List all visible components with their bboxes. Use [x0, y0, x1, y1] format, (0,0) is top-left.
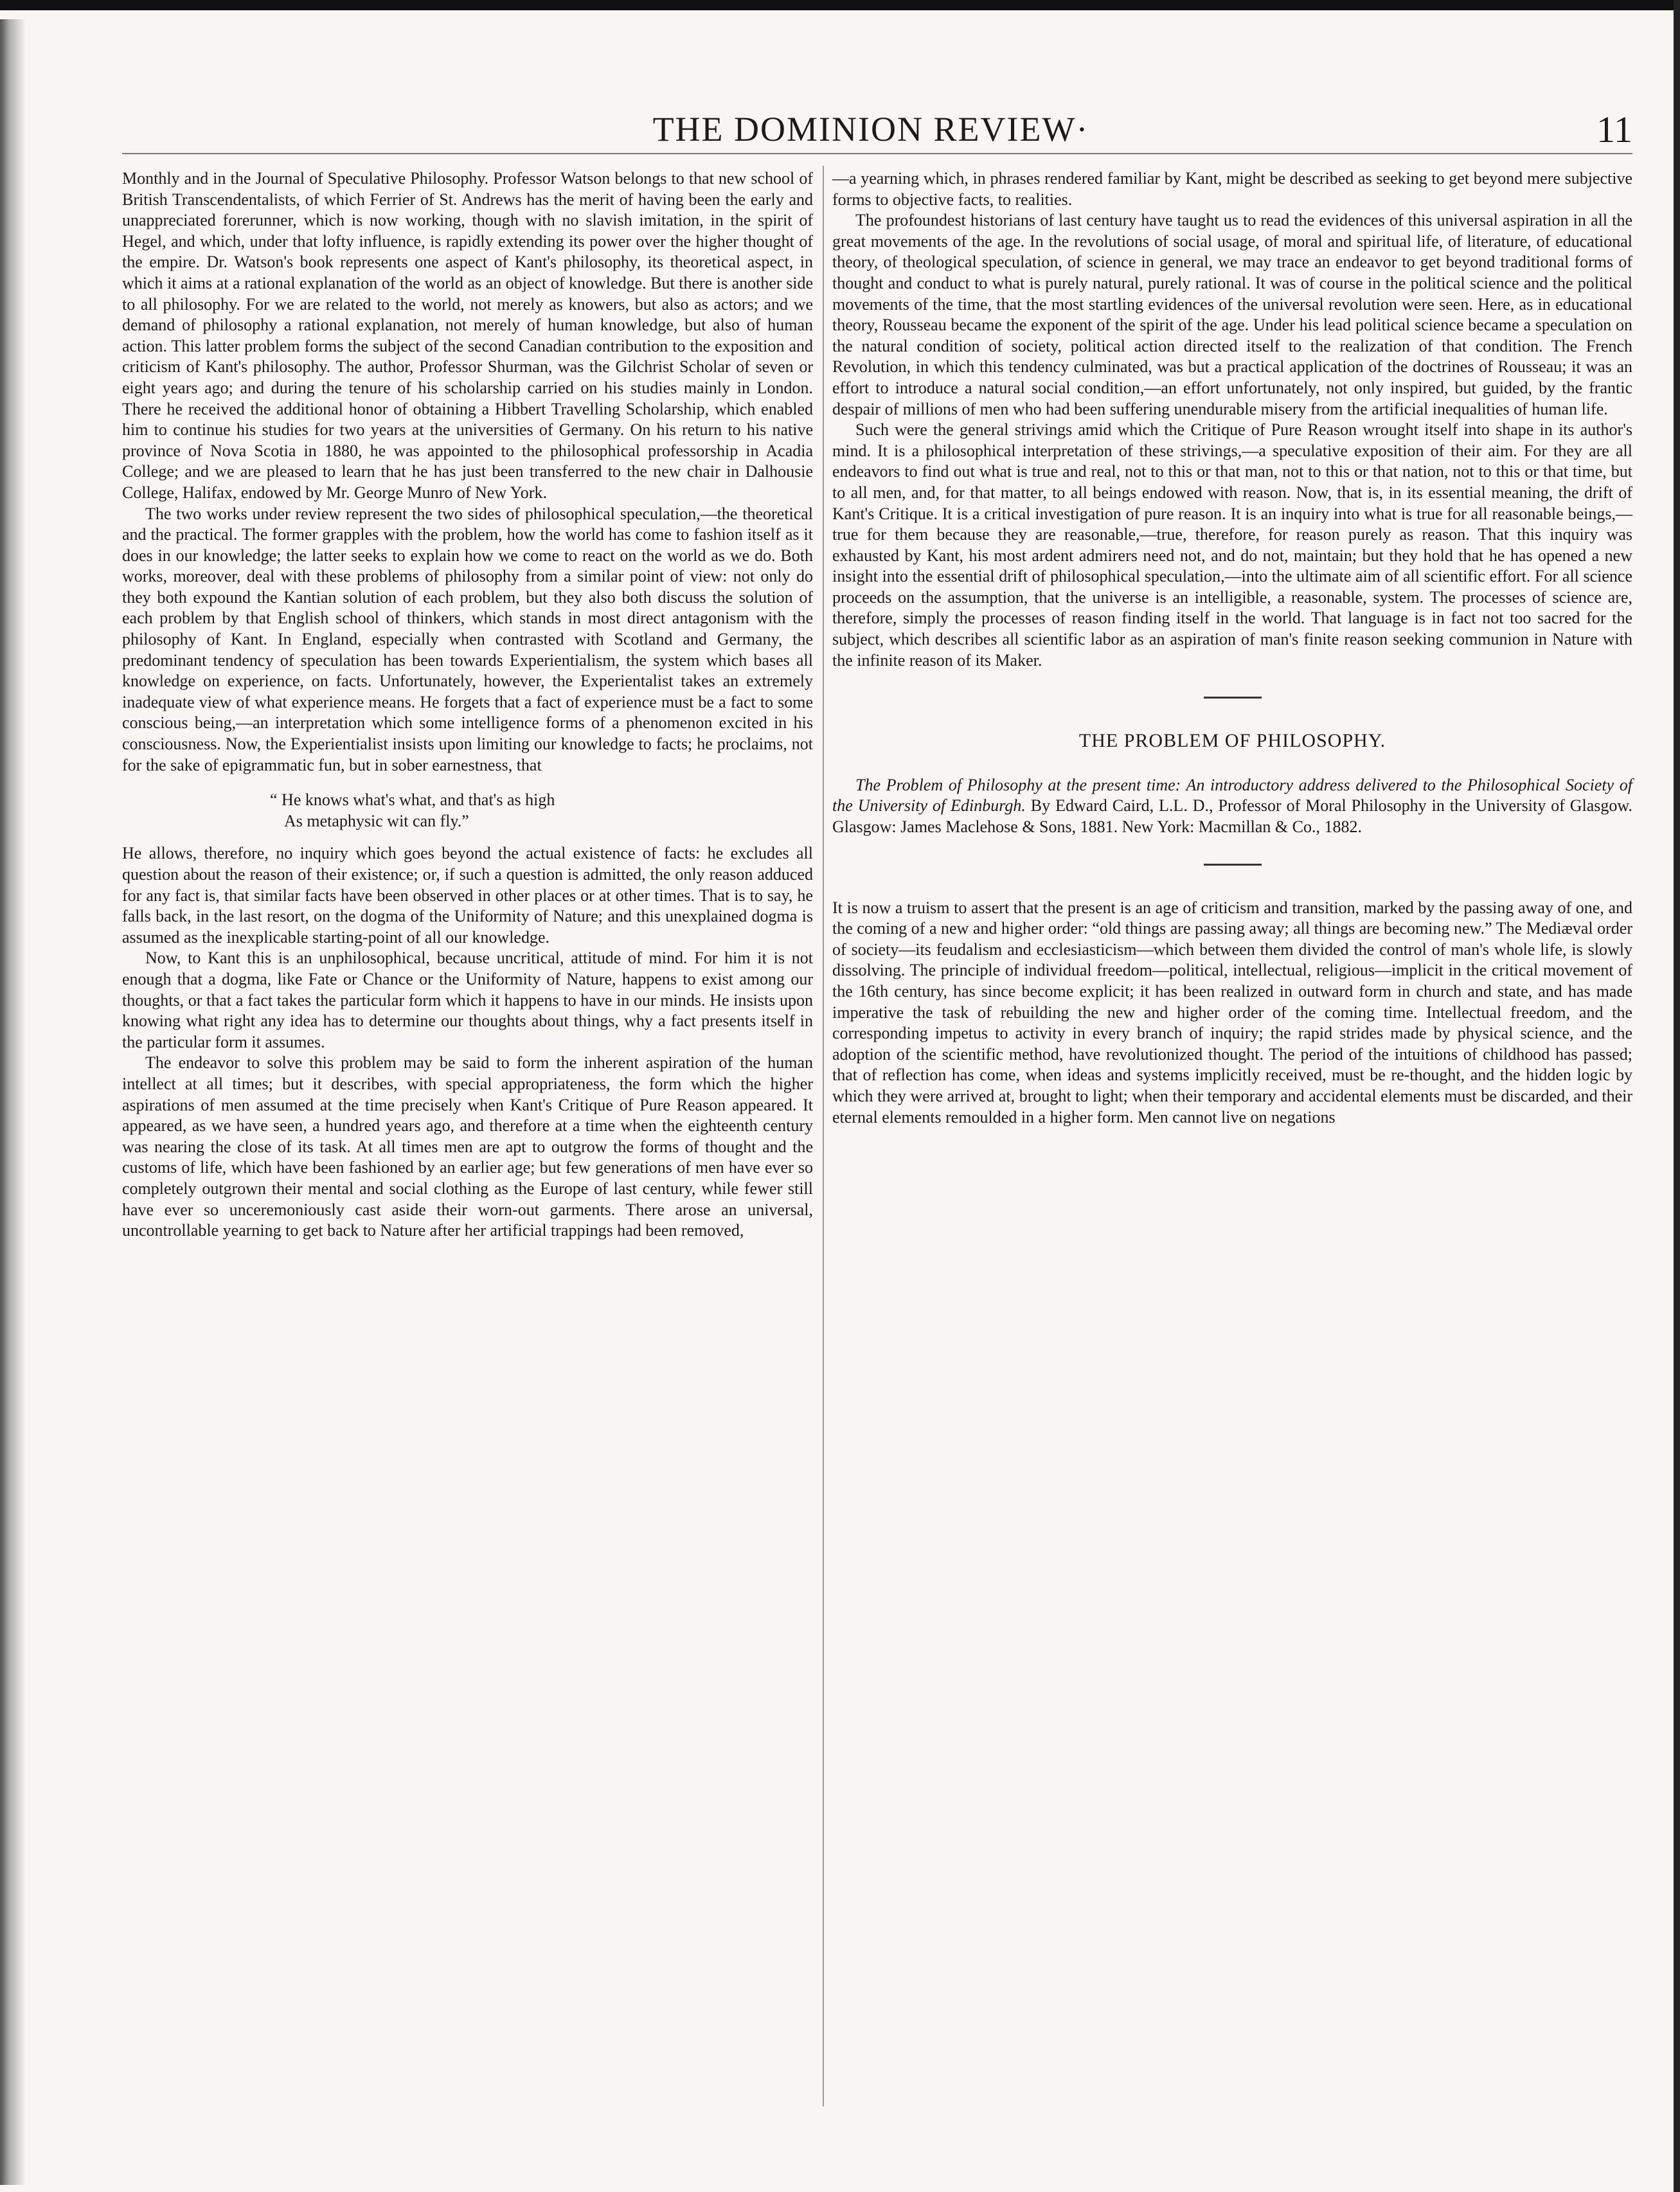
- book-reference-title: The Problem of Philosophy at the present time: An introductory address delivered to the Philosophical Society of the University of Edinburgh.: [832, 775, 1632, 815]
- section-title: THE PROBLEM OF PHILOSOPHY.: [1078, 730, 1386, 752]
- paragraph: Monthly and in the Journal of Speculative Philosophy. Professor Watson belongs to that new school of British Transcendentalists, of which Ferrier of St. Andrews has the merit of having been the early and unappreciated forerunner, which is now working, though with no slavish imitation, in the spirit of Hegel, and which, under that lofty influence, is rapidly extending its power over the higher thought of the empire. Dr. Watson's book represents one aspect of Kant's philosophy, its theoretical aspect, in which it aims at a rational explanation of the world as an object of knowledge. But there is another side to all philosophy. For we are related to the world, not merely as knowers, but also as actors; and we demand of philosophy a rational explanation, not merely of human knowledge, but also of human action. This latter problem forms the subject of the second Canadian contribution to the exposition and criticism of Kant's philosophy. The author, Professor Shurman, was the Gilchrist Scholar of seven or eight years ago; and during the tenure of his scholarship carried on his studies mainly in London. There he received the additional honor of obtaining a Hibbert Travelling Scholarship, which enabled him to continue his studies for two years at the universities of Germany. On his return to his native province of Nova Scotia in 1880, he was appointed to the philosophical professorship in Acadia College; and we are pleased to learn that he has just been transferred to the new chair in Dalhousie College, Halifax, endowed by Mr. George Munro of New York.: [122, 169, 813, 502]
- paragraph: Such were the general strivings amid which the Critique of Pure Reason wrought itself into shape in its author's mind. It is a philosophical interpretation of these strivings,—a speculative exposition of their aim. For they are all endeavors to find out what is true and real, not to this or that man, not to this or that nation, not to this or that time, but to all men, and, for that matter, to all beings endowed with reason. Now, that is, in its essential meaning, the drift of Kant's Critique. It is a critical investigation of pure reason. It is an inquiry into what is true for all reasonable beings,—true for them because they are reasonable,—true, therefore, for reason purely as reason. That this inquiry was exhausted by Kant, his most ardent admirers need not, and do not, maintain; but they hold that he has opened a new insight into the essential drift of philosophical speculation,—into the ultimate aim of all scientific effort. For all science proceeds on the assumption, that the universe is an intelligible, a reasonable, system. The processes of science are, therefore, simply the processes of reason finding itself in the world. That language is in fact not too sacred for the subject, which describes all scientific labor as an aspiration of man's finite reason seeking communion in Nature with the infinite reason of its Maker.: [832, 420, 1632, 670]
- paragraph: Now, to Kant this is an unphilosophical, because uncritical, attitude of mind. For him it is not enough that a dogma, like Fate or Chance or the Uniformity of Nature, happens to exist among our thoughts, or that a fact takes the particular form which it happens to have in our minds. He insists upon knowing what right any idea has to determine our thoughts about things, why a fact presents itself in the particular form it assumes.: [122, 949, 813, 1051]
- paragraph: The profoundest historians of last century have taught us to read the evidences of this universal aspiration in all the great movements of the age. In the revolutions of social usage, of moral and spiritual life, of literature, of educational theory, of theological speculation, of science in general, we may trace an endeavor to get beyond traditional forms of thought and conduct to what is purely natural, purely rational. It was of course in the political science and the political movements of the time, that the most startling evidences of the universal revolution were seen. Here, as in educational theory, Rousseau became the exponent of the spirit of the age. Under his lead political science became a speculation on the natural condition of society, political action directed itself to the realization of that condition. The French Revolution, in which this tendency culminated, was but a practical application of the doctrines of Rousseau; it was an effort to introduce a natural social condition,—an effort unfortunately, not only inspired, but guided, by the frantic despair of millions of men who had been suffering unendurable misery from the artificial inequalities of human life.: [832, 211, 1632, 418]
- book-reference-details: By Edward Caird, L.L. D., Professor of Moral Philosophy in the University of Glasgow. Glasgow: James Maclehose & Sons, 1881. New York: Macmillan & Co., 1882.: [832, 796, 1632, 837]
- header-rule: [122, 153, 1632, 154]
- paragraph: He allows, therefore, no inquiry which goes beyond the actual existence of facts: he excludes all question about the reason of their existence; or, if such a question is admitted, the only reason adduced for any fact is, that similar facts have been observed in other places or at other times. That is to say, he falls back, in the last resort, on the dogma of the Uniformity of Nature; and this unexplained dogma is assumed as the inexplicable starting-point of all our knowledge.: [122, 844, 813, 947]
- section-divider: [1204, 864, 1262, 866]
- book-reference: [832, 775, 1632, 838]
- paragraph: The two works under review represent the two sides of philosophical speculation,—the theoretical and the practical. The former grapples with the problem, how the world has come to fashion itself as it does in our knowledge; the latter seeks to explain how we come to react on the world as we do. Both works, moreover, deal with these problems of philosophy from a similar point of view: not only do they both expound the Kantian solution of each problem, but they also both discuss the solution of each problem by that English school of thinkers, which stands in most direct antagonism with the philosophy of Kant. In England, especially when contrasted with Scotland and Germany, the predominant tendency of speculation has been towards Experientialism, the system which bases all knowledge on experience, on facts. Unfortunately, however, the Experientalist takes an extremely inadequate view of what experience means. He forgets that a fact of experience must be a fact to some conscious being,—an interpretation which some intelligence forms of a phenomenon excited in his consciousness. Now, the Experientialist insists upon limiting our knowledge to facts; he proclaims, not for the sake of epigrammatic fun, but in sober earnestness, that: [122, 504, 813, 774]
- verse-quotation: [122, 790, 813, 832]
- page-number: 11: [1596, 109, 1632, 150]
- top-border-rule: [0, 0, 1680, 10]
- paragraph: It is now a truism to assert that the present is an age of criticism and transition, marked by the passing away of one, and the coming of a new and higher order: “old things are passing away; all things are becoming new.” The Mediæval order of society—its feudalism and ecclesiasticism—which between them divided the control of man's whole life, is slowly dissolving. The principle of individual freedom—political, intellectual, religious—implicit in the critical movement of the 16th century, has since become explicit; it has been realized in outward form in church and state, and has made imperative the task of rebuilding the new and higher order of the coming time. Intellectual freedom, and the corresponding impetus to activity in every branch of inquiry; the rapid strides made by physical science, and the adoption of the scientific method, have revolutionized thought. The period of the intuitions of childhood has passed; that of reflection has come, when ideas and systems implicitly received, must be re-thought, and the hidden logic by which they were arrived at, brought to light; when their temporary and accidental elements must be discarded, and their eternal elements remoulded in a higher form. Men cannot live on negations: [832, 898, 1632, 1127]
- right-column: [832, 168, 1632, 1128]
- running-head: [109, 108, 1632, 150]
- paragraph: The endeavor to solve this problem may be said to form the inherent aspiration of the human intellect at all times; but it describes, with special appropriateness, the form which the higher aspirations of men assumed at the time precisely when Kant's Critique of Pure Reason appeared. It appeared, as we have seen, a hundred years ago, and therefore at a time when the eighteenth century was nearing the close of its task. At all times men are apt to outgrow the forms of thought and the customs of life, which have been fashioned by an earlier age; but few generations of men have ever so completely outgrown their mental and social clothing as the Europe of last century, while fewer still have ever so unceremoniously cast aside their worn-out garments. There arose an universal, uncontrollable yearning to get back to Nature after her artificial trappings had been removed,: [122, 1053, 813, 1240]
- right-border-rule: [1674, 0, 1680, 2192]
- running-title: THE DOMINION REVIEW·: [652, 110, 1089, 148]
- section-divider: [1204, 697, 1262, 699]
- scanned-binding-edge: [0, 19, 30, 2185]
- verse-line: As metaphysic wit can fly.”: [284, 811, 469, 830]
- column-divider: [823, 166, 824, 2107]
- verse-line: “ He knows what's what, and that's as high: [270, 790, 555, 810]
- paragraph: —a yearning which, in phrases rendered familiar by Kant, might be described as seeking to get beyond mere subjective forms to objective facts, to realities.: [832, 169, 1632, 209]
- left-column: [122, 168, 813, 1242]
